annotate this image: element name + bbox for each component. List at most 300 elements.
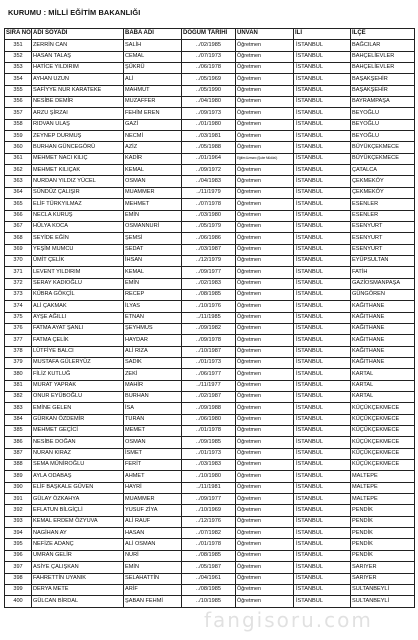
- table-row: [5, 187, 415, 198]
- cell-baba-adi: İSA: [124, 403, 182, 414]
- cell-sira-no: 379: [5, 357, 32, 368]
- cell-ilce: PENDİK: [351, 516, 415, 527]
- cell-dogum-tarihi: ../09/1985: [182, 437, 236, 448]
- cell-ilce: BÜYÜKÇEKMECE: [351, 153, 415, 164]
- cell-unvan: Öğretmen: [236, 244, 294, 255]
- cell-ili: İSTANBUL: [294, 573, 351, 584]
- cell-sira-no: 368: [5, 233, 32, 244]
- cell-dogum-tarihi: ../09/1978: [182, 335, 236, 346]
- cell-ili: İSTANBUL: [294, 199, 351, 210]
- cell-adi-soyadi: NECLA KURUŞ: [32, 210, 124, 221]
- table-row: [5, 119, 415, 130]
- cell-ili: İSTANBUL: [294, 51, 351, 62]
- table-row: [5, 596, 415, 607]
- cell-dogum-tarihi: ../04/1983: [182, 176, 236, 187]
- cell-unvan: Öğretmen: [236, 63, 294, 74]
- cell-dogum-tarihi: ../11/1979: [182, 187, 236, 198]
- cell-dogum-tarihi: ../10/1985: [182, 596, 236, 607]
- table-row: [5, 51, 415, 62]
- cell-unvan: Öğretmen: [236, 255, 294, 266]
- cell-sira-no: 362: [5, 165, 32, 176]
- cell-unvan: Öğretmen: [236, 40, 294, 51]
- cell-unvan: Öğretmen: [236, 562, 294, 573]
- cell-ilce: BAŞAKŞEHİR: [351, 85, 415, 96]
- cell-sira-no: 373: [5, 289, 32, 300]
- cell-adi-soyadi: ALİ ÇAKMAK: [32, 301, 124, 312]
- cell-ilce: BAĞCILAR: [351, 40, 415, 51]
- cell-baba-adi: ALİ RAUF: [124, 516, 182, 527]
- table-row: [5, 550, 415, 561]
- cell-adi-soyadi: YEŞİM MUMCU: [32, 244, 124, 255]
- cell-unvan: Öğretmen: [236, 108, 294, 119]
- cell-dogum-tarihi: ../06/1980: [182, 414, 236, 425]
- cell-ili: İSTANBUL: [294, 142, 351, 153]
- cell-ili: İSTANBUL: [294, 131, 351, 142]
- cell-adi-soyadi: LÜTFİYE BALCI: [32, 346, 124, 357]
- cell-ili: İSTANBUL: [294, 448, 351, 459]
- cell-dogum-tarihi: ../03/1981: [182, 131, 236, 142]
- cell-adi-soyadi: NESİBE DOĞAN: [32, 437, 124, 448]
- cell-baba-adi: ŞEMSİ: [124, 233, 182, 244]
- cell-ili: İSTANBUL: [294, 516, 351, 527]
- cell-ili: İSTANBUL: [294, 528, 351, 539]
- cell-dogum-tarihi: ../02/1985: [182, 40, 236, 51]
- cell-ilce: SULTANBEYLİ: [351, 596, 415, 607]
- cell-dogum-tarihi: ../02/1987: [182, 392, 236, 403]
- cell-ilce: BAHÇELİEVLER: [351, 51, 415, 62]
- cell-adi-soyadi: SEYİDE EĞİN: [32, 233, 124, 244]
- cell-baba-adi: EMİN: [124, 210, 182, 221]
- table-row: [5, 380, 415, 391]
- cell-baba-adi: MEMET: [124, 426, 182, 437]
- cell-adi-soyadi: ASİYE ÇALIŞKAN: [32, 562, 124, 573]
- cell-baba-adi: FEHİM EREN: [124, 108, 182, 119]
- table-row: [5, 255, 415, 266]
- cell-unvan: Öğretmen: [236, 426, 294, 437]
- table-row: [5, 392, 415, 403]
- cell-dogum-tarihi: ../07/1982: [182, 528, 236, 539]
- cell-ili: İSTANBUL: [294, 596, 351, 607]
- cell-adi-soyadi: KEMAL ERDEM ÖZYUVA: [32, 516, 124, 527]
- cell-baba-adi: NECMİ: [124, 131, 182, 142]
- cell-sira-no: 363: [5, 176, 32, 187]
- cell-adi-soyadi: EMİNE GELEN: [32, 403, 124, 414]
- cell-unvan: Öğretmen: [236, 312, 294, 323]
- cell-sira-no: 396: [5, 550, 32, 561]
- table-row: [5, 74, 415, 85]
- cell-baba-adi: ARİF: [124, 584, 182, 595]
- cell-ilce: SARIYER: [351, 562, 415, 573]
- cell-unvan: Öğretmen: [236, 187, 294, 198]
- table-row: [5, 289, 415, 300]
- cell-dogum-tarihi: ../10/1987: [182, 346, 236, 357]
- cell-baba-adi: HASAN: [124, 528, 182, 539]
- cell-baba-adi: OSMANNURİ: [124, 221, 182, 232]
- cell-adi-soyadi: NURAN KIRAZ: [32, 448, 124, 459]
- cell-unvan: Öğretmen: [236, 460, 294, 471]
- cell-unvan: Öğretmen: [236, 74, 294, 85]
- cell-dogum-tarihi: ../09/1977: [182, 494, 236, 505]
- cell-ilce: MALTEPE: [351, 471, 415, 482]
- table-row: [5, 97, 415, 108]
- cell-baba-adi: MUAMMER: [124, 494, 182, 505]
- cell-ilce: KARTAL: [351, 392, 415, 403]
- cell-ilce: ESENLER: [351, 199, 415, 210]
- cell-unvan: Öğretmen: [236, 221, 294, 232]
- cell-dogum-tarihi: ../09/1982: [182, 323, 236, 334]
- cell-unvan: Öğretmen: [236, 142, 294, 153]
- cell-adi-soyadi: KÜBRA GÖKÇİL: [32, 289, 124, 300]
- cell-unvan: Eğitim Uzmanı (Şube Müdürü): [236, 153, 294, 164]
- cell-dogum-tarihi: ../10/1969: [182, 505, 236, 516]
- table-row: [5, 165, 415, 176]
- table-row: [5, 301, 415, 312]
- cell-unvan: Öğretmen: [236, 528, 294, 539]
- cell-unvan: Öğretmen: [236, 380, 294, 391]
- cell-baba-adi: AHMET: [124, 471, 182, 482]
- cell-unvan: Öğretmen: [236, 573, 294, 584]
- cell-unvan: Öğretmen: [236, 165, 294, 176]
- cell-ilce: ESENYURT: [351, 233, 415, 244]
- cell-ili: İSTANBUL: [294, 210, 351, 221]
- cell-dogum-tarihi: ../04/1980: [182, 97, 236, 108]
- cell-dogum-tarihi: ../08/1985: [182, 550, 236, 561]
- cell-dogum-tarihi: ../07/1973: [182, 51, 236, 62]
- cell-adi-soyadi: AYLA ODABAŞ: [32, 471, 124, 482]
- cell-ilce: MALTEPE: [351, 482, 415, 493]
- cell-ili: İSTANBUL: [294, 108, 351, 119]
- cell-adi-soyadi: ONUR EYÜBOĞLU: [32, 392, 124, 403]
- table-row: [5, 108, 415, 119]
- cell-ili: İSTANBUL: [294, 346, 351, 357]
- cell-sira-no: 395: [5, 539, 32, 550]
- cell-sira-no: 387: [5, 448, 32, 459]
- cell-baba-adi: SELAHATTİN: [124, 573, 182, 584]
- cell-baba-adi: NURİ: [124, 550, 182, 561]
- header-sira-no: SIRA NO: [5, 29, 32, 40]
- cell-baba-adi: ALİ OSMAN: [124, 539, 182, 550]
- cell-unvan: Öğretmen: [236, 199, 294, 210]
- cell-dogum-tarihi: ../05/1987: [182, 562, 236, 573]
- cell-adi-soyadi: MEHMET KILIÇAK: [32, 165, 124, 176]
- cell-adi-soyadi: LEVENT YILDIRIM: [32, 267, 124, 278]
- cell-dogum-tarihi: ../06/1977: [182, 369, 236, 380]
- cell-ili: İSTANBUL: [294, 301, 351, 312]
- cell-baba-adi: HAYDAR: [124, 335, 182, 346]
- cell-dogum-tarihi: ../04/1961: [182, 573, 236, 584]
- table-row: [5, 210, 415, 221]
- cell-ilce: KÜÇÜKÇEKMECE: [351, 448, 415, 459]
- table-row: [5, 460, 415, 471]
- cell-adi-soyadi: DERYA METE: [32, 584, 124, 595]
- cell-ili: İSTANBUL: [294, 255, 351, 266]
- cell-dogum-tarihi: ../09/1972: [182, 165, 236, 176]
- cell-adi-soyadi: AYHAN UZUN: [32, 74, 124, 85]
- cell-ili: İSTANBUL: [294, 584, 351, 595]
- cell-ilce: BEYOĞLU: [351, 108, 415, 119]
- cell-dogum-tarihi: ../02/1983: [182, 278, 236, 289]
- table-row: [5, 335, 415, 346]
- cell-sira-no: 384: [5, 414, 32, 425]
- cell-ili: İSTANBUL: [294, 187, 351, 198]
- cell-baba-adi: YUSUF ZİYA: [124, 505, 182, 516]
- cell-sira-no: 386: [5, 437, 32, 448]
- cell-unvan: Öğretmen: [236, 289, 294, 300]
- cell-dogum-tarihi: ../10/1976: [182, 301, 236, 312]
- table-row: [5, 584, 415, 595]
- watermark: fangisoru.com: [204, 608, 373, 632]
- cell-dogum-tarihi: ../09/1988: [182, 403, 236, 414]
- cell-ilce: MALTEPE: [351, 494, 415, 505]
- cell-dogum-tarihi: ../08/1985: [182, 289, 236, 300]
- cell-unvan: Öğretmen: [236, 176, 294, 187]
- cell-unvan: Öğretmen: [236, 539, 294, 550]
- cell-ili: İSTANBUL: [294, 392, 351, 403]
- cell-baba-adi: KEMAL: [124, 165, 182, 176]
- table-row: [5, 403, 415, 414]
- cell-dogum-tarihi: ../06/1986: [182, 233, 236, 244]
- cell-sira-no: 361: [5, 153, 32, 164]
- cell-baba-adi: EMİN: [124, 562, 182, 573]
- cell-unvan: Öğretmen: [236, 392, 294, 403]
- cell-unvan: Öğretmen: [236, 278, 294, 289]
- cell-ilce: ÇATALCA: [351, 165, 415, 176]
- cell-ilce: KAĞITHANE: [351, 335, 415, 346]
- table-row: [5, 516, 415, 527]
- cell-ili: İSTANBUL: [294, 380, 351, 391]
- cell-adi-soyadi: NAGİHAN AY: [32, 528, 124, 539]
- cell-adi-soyadi: RIDVAN ULAŞ: [32, 119, 124, 130]
- cell-sira-no: 357: [5, 108, 32, 119]
- cell-unvan: Öğretmen: [236, 233, 294, 244]
- table-row: [5, 199, 415, 210]
- cell-dogum-tarihi: ../09/1973: [182, 108, 236, 119]
- cell-unvan: Öğretmen: [236, 584, 294, 595]
- cell-ili: İSTANBUL: [294, 233, 351, 244]
- cell-adi-soyadi: ARZU ŞİRZAI: [32, 108, 124, 119]
- cell-ili: İSTANBUL: [294, 426, 351, 437]
- cell-unvan: Öğretmen: [236, 301, 294, 312]
- cell-ilce: KÜÇÜKÇEKMECE: [351, 414, 415, 425]
- cell-ili: İSTANBUL: [294, 357, 351, 368]
- cell-sira-no: 352: [5, 51, 32, 62]
- cell-dogum-tarihi: ../05/1990: [182, 85, 236, 96]
- cell-sira-no: 397: [5, 562, 32, 573]
- cell-ilce: ESENYURT: [351, 244, 415, 255]
- cell-sira-no: 382: [5, 392, 32, 403]
- cell-adi-soyadi: NESİBE DEMİR: [32, 97, 124, 108]
- cell-ilce: GAZİOSMANPAŞA: [351, 278, 415, 289]
- cell-sira-no: 355: [5, 85, 32, 96]
- cell-ili: İSTANBUL: [294, 403, 351, 414]
- cell-ili: İSTANBUL: [294, 312, 351, 323]
- cell-sira-no: 390: [5, 482, 32, 493]
- table-row: [5, 357, 415, 368]
- cell-adi-soyadi: ELİF TÜRKYILMAZ: [32, 199, 124, 210]
- cell-sira-no: 392: [5, 505, 32, 516]
- header-baba-adi: BABA ADI: [124, 29, 182, 40]
- cell-baba-adi: RECEP: [124, 289, 182, 300]
- table-row: [5, 63, 415, 74]
- cell-dogum-tarihi: ../12/1976: [182, 516, 236, 527]
- cell-adi-soyadi: ZERRİN CAN: [32, 40, 124, 51]
- cell-baba-adi: SALİH: [124, 40, 182, 51]
- table-row: [5, 539, 415, 550]
- cell-baba-adi: KEMAL: [124, 267, 182, 278]
- cell-baba-adi: KADİR: [124, 153, 182, 164]
- cell-dogum-tarihi: ../11/1985: [182, 312, 236, 323]
- cell-ilce: KARTAL: [351, 369, 415, 380]
- cell-ili: İSTANBUL: [294, 323, 351, 334]
- cell-baba-adi: SEDAT: [124, 244, 182, 255]
- cell-sira-no: 370: [5, 255, 32, 266]
- cell-ilce: KARTAL: [351, 380, 415, 391]
- cell-adi-soyadi: MEHMET GEÇİCİ: [32, 426, 124, 437]
- cell-ili: İSTANBUL: [294, 335, 351, 346]
- cell-dogum-tarihi: ../05/1988: [182, 142, 236, 153]
- table-row: [5, 131, 415, 142]
- cell-adi-soyadi: NEFİZE ADANÇ: [32, 539, 124, 550]
- cell-baba-adi: MAHİR: [124, 380, 182, 391]
- cell-unvan: Öğretmen: [236, 51, 294, 62]
- cell-baba-adi: ALİ RIZA: [124, 346, 182, 357]
- cell-ili: İSTANBUL: [294, 176, 351, 187]
- cell-unvan: Öğretmen: [236, 131, 294, 142]
- cell-dogum-tarihi: ../05/1979: [182, 221, 236, 232]
- cell-ili: İSTANBUL: [294, 63, 351, 74]
- cell-ilce: BÜYÜKÇEKMECE: [351, 142, 415, 153]
- cell-sira-no: 356: [5, 97, 32, 108]
- cell-sira-no: 372: [5, 278, 32, 289]
- cell-ilce: KÜÇÜKÇEKMECE: [351, 426, 415, 437]
- cell-sira-no: 360: [5, 142, 32, 153]
- cell-ili: İSTANBUL: [294, 97, 351, 108]
- cell-ili: İSTANBUL: [294, 460, 351, 471]
- cell-ilce: PENDİK: [351, 505, 415, 516]
- cell-sira-no: 394: [5, 528, 32, 539]
- cell-dogum-tarihi: ../01/1973: [182, 448, 236, 459]
- cell-sira-no: 378: [5, 346, 32, 357]
- cell-baba-adi: GAZİ: [124, 119, 182, 130]
- cell-sira-no: 388: [5, 460, 32, 471]
- cell-dogum-tarihi: ../12/1979: [182, 255, 236, 266]
- cell-adi-soyadi: FATMA AYAT ŞANLI: [32, 323, 124, 334]
- table-row: [5, 85, 415, 96]
- cell-adi-soyadi: ÜMİT ÇELİK: [32, 255, 124, 266]
- cell-unvan: Öğretmen: [236, 97, 294, 108]
- cell-ilce: BEYOĞLU: [351, 131, 415, 142]
- cell-baba-adi: MUZAFFER: [124, 97, 182, 108]
- cell-ili: İSTANBUL: [294, 539, 351, 550]
- cell-dogum-tarihi: ../03/1983: [182, 460, 236, 471]
- cell-sira-no: 353: [5, 63, 32, 74]
- cell-unvan: Öğretmen: [236, 482, 294, 493]
- cell-baba-adi: EMİN: [124, 278, 182, 289]
- table-row: [5, 562, 415, 573]
- cell-ili: İSTANBUL: [294, 494, 351, 505]
- table-row: [5, 471, 415, 482]
- cell-baba-adi: ŞEYHMUS: [124, 323, 182, 334]
- table-row: [5, 346, 415, 357]
- cell-sira-no: 400: [5, 596, 32, 607]
- cell-baba-adi: MAHMUT: [124, 85, 182, 96]
- cell-ili: İSTANBUL: [294, 414, 351, 425]
- table-row: [5, 528, 415, 539]
- cell-adi-soyadi: SEMA MÜNİROĞLU: [32, 460, 124, 471]
- cell-dogum-tarihi: ../11/1977: [182, 380, 236, 391]
- table-row: [5, 573, 415, 584]
- table-row: [5, 142, 415, 153]
- cell-adi-soyadi: GÜLCAN BİRDAL: [32, 596, 124, 607]
- cell-baba-adi: OSMAN: [124, 176, 182, 187]
- cell-dogum-tarihi: ../10/1980: [182, 471, 236, 482]
- cell-ili: İSTANBUL: [294, 482, 351, 493]
- cell-adi-soyadi: ZEYNEP DURMUŞ: [32, 131, 124, 142]
- table-row: [5, 426, 415, 437]
- cell-adi-soyadi: MEHMET NACI KILIÇ: [32, 153, 124, 164]
- table-row: [5, 40, 415, 51]
- cell-adi-soyadi: SAFİYYE NUR KARATEKE: [32, 85, 124, 96]
- cell-sira-no: 351: [5, 40, 32, 51]
- cell-ilce: KAĞITHANE: [351, 346, 415, 357]
- cell-sira-no: 391: [5, 494, 32, 505]
- table-row: [5, 448, 415, 459]
- cell-unvan: Öğretmen: [236, 505, 294, 516]
- cell-dogum-tarihi: ../03/1980: [182, 210, 236, 221]
- cell-adi-soyadi: ELİF BAŞKALE GÜVEN: [32, 482, 124, 493]
- cell-unvan: Öğretmen: [236, 550, 294, 561]
- cell-unvan: Öğretmen: [236, 414, 294, 425]
- cell-ilce: BAYRAMPAŞA: [351, 97, 415, 108]
- cell-adi-soyadi: AYŞE AĞILLI: [32, 312, 124, 323]
- cell-adi-soyadi: FATMA ÇELİK: [32, 335, 124, 346]
- cell-dogum-tarihi: ../09/1977: [182, 267, 236, 278]
- cell-adi-soyadi: HASAN TALAŞ: [32, 51, 124, 62]
- cell-ilce: ESENLER: [351, 210, 415, 221]
- cell-ili: İSTANBUL: [294, 289, 351, 300]
- cell-ilce: BEYOĞLU: [351, 119, 415, 130]
- cell-unvan: Öğretmen: [236, 267, 294, 278]
- personnel-table: [4, 28, 415, 608]
- cell-adi-soyadi: HÜLYA KOCA: [32, 221, 124, 232]
- cell-ili: İSTANBUL: [294, 369, 351, 380]
- cell-ili: İSTANBUL: [294, 244, 351, 255]
- cell-ilce: GÜNGÖREN: [351, 289, 415, 300]
- cell-sira-no: 374: [5, 301, 32, 312]
- cell-dogum-tarihi: ../01/1978: [182, 426, 236, 437]
- cell-baba-adi: OSMAN: [124, 437, 182, 448]
- cell-unvan: Öğretmen: [236, 210, 294, 221]
- cell-sira-no: 354: [5, 74, 32, 85]
- cell-sira-no: 389: [5, 471, 32, 482]
- cell-dogum-tarihi: ../03/1987: [182, 244, 236, 255]
- cell-unvan: Öğretmen: [236, 494, 294, 505]
- cell-sira-no: 398: [5, 573, 32, 584]
- table-row: [5, 323, 415, 334]
- cell-ilce: ÇEKMEKÖY: [351, 176, 415, 187]
- cell-ili: İSTANBUL: [294, 437, 351, 448]
- cell-baba-adi: İHSAN: [124, 255, 182, 266]
- cell-sira-no: 375: [5, 312, 32, 323]
- table-row: [5, 244, 415, 255]
- cell-adi-soyadi: MURAT YAPRAK: [32, 380, 124, 391]
- cell-adi-soyadi: HATİCE YILDIRIM: [32, 63, 124, 74]
- cell-ilce: BAHÇELİEVLER: [351, 63, 415, 74]
- cell-ilce: BAŞAKŞEHİR: [351, 74, 415, 85]
- cell-baba-adi: BURHAN: [124, 392, 182, 403]
- cell-adi-soyadi: FİLİZ KUTLUĞ: [32, 369, 124, 380]
- cell-sira-no: 364: [5, 187, 32, 198]
